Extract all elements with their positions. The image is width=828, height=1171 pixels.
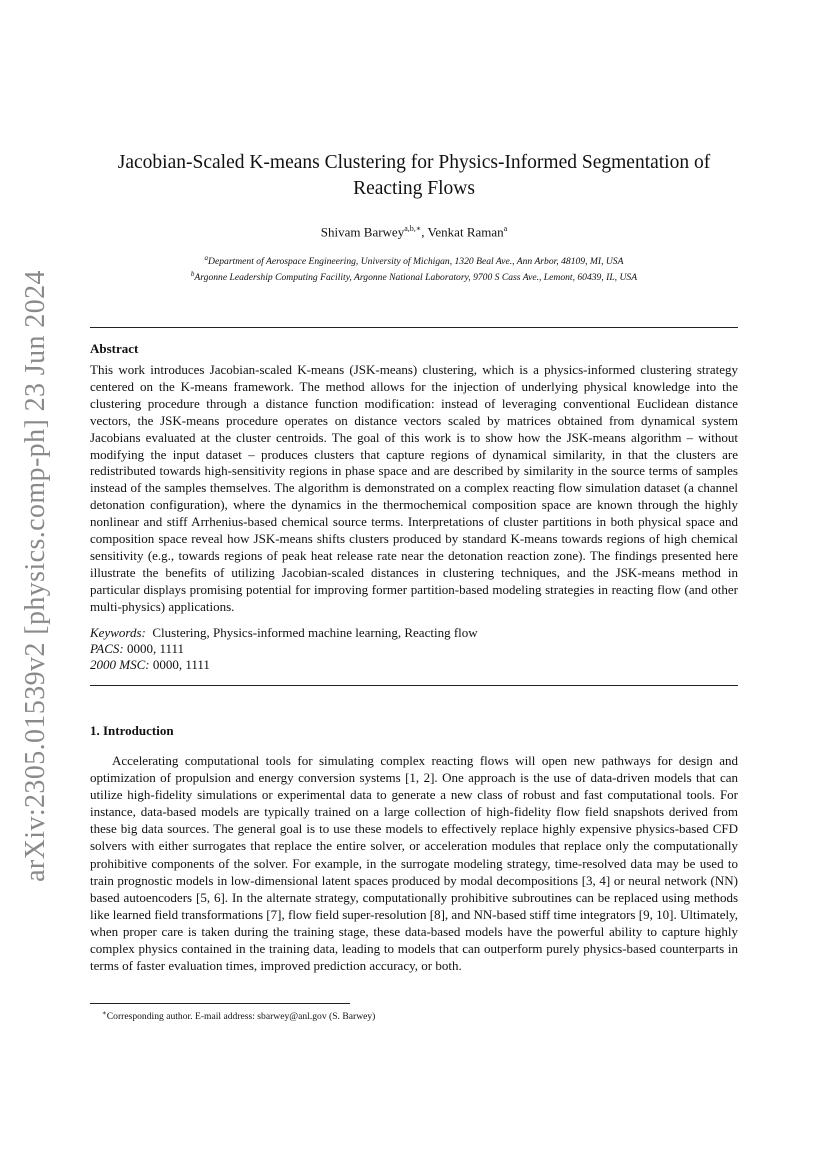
paper-title: Jacobian-Scaled K-means Clustering for Physics-Informed Segmentation of Reacting Flows [117,152,711,199]
author-separator: , [421,224,428,240]
affiliation-text: Argonne Leadership Computing Facility, Argonne National Laboratory, 9700 S Cass Ave., Lemont, 60439, IL, USA [194,272,638,284]
arxiv-side-identifier [0,0,70,1171]
abstract-bottom-rule [90,685,738,686]
arxiv-identifier-text: arXiv:2305.01539v2 [physics.comp-ph] 23 Jun 2024 [20,270,51,882]
footnote-mark: ∗ [102,1009,107,1017]
author-affiliation-marks: a,b,∗ [404,224,422,233]
footnote-text: Corresponding author. E-mail address: sbarwey@anl.gov (S. Barwey) [106,1011,376,1023]
pacs-line [90,641,738,657]
abstract-top-rule [90,327,738,328]
footnote [90,1007,750,1023]
msc-label: 2000 MSC: [90,657,150,672]
author-name: Shivam Barwey [320,224,405,240]
msc-value: 0000, 1111 [152,657,210,672]
affiliations [90,252,738,284]
abstract-heading: Abstract [90,341,139,356]
affiliation-line [90,252,738,268]
msc-line [90,657,738,673]
affiliation-line [90,268,738,284]
pacs-label: PACS: [90,641,124,656]
author-affiliation-marks: a [503,224,508,233]
affiliation-mark: b [190,270,195,279]
pacs-value: 0000, 1111 [126,641,185,656]
author-list [90,221,738,240]
author-name: Venkat Raman [427,224,504,240]
keywords-value: Clustering, Physics-informed machine learning, Reacting flow [152,625,478,640]
abstract-text: This work introduces Jacobian-scaled K-means (JSK-means) clustering, which is a physics-informed clustering strategy centered on the K-means framework. The method allows for the injection of underlying physical knowledge into the clustering procedure through a distance function modification: instead of leveraging conventional Euclidean distance vectors, the JSK-means procedure operates on distance vectors scaled by matrices obtained from dynamical system Jacobians evaluated at the cluster centroids. The goal of this work is to show how the JSK-means algorithm – without modifying the input dataset – produces clusters that capture regions of dynamical similarity, in that the clusters are redistributed towards high-sensitivity regions in phase space and are described by similarity in the source terms of samples instead of the samples themselves. The algorithm is demonstrated on a complex reacting flow simulation dataset (a channel detonation configuration), where the dynamics in the thermochemical composition space are known through the highly nonlinear and stiff Arrhenius-based chemical source terms. Interpretations of cluster partitions in both physical space and composition space reveal how JSK-means shifts clusters produced by standard K-means towards regions of high chemical sensitivity (e.g., towards regions of peak heat release rate near the detonation reaction zone). The findings presented here illustrate the benefits of utilizing Jacobian-scaled distances in clustering techniques, and the JSK-means method in particular displays promising potential for improving former partition-based modeling strategies in reacting flow (and other multi-physics) applications. [90,362,738,614]
affiliation-mark: a [204,254,209,262]
keywords-line [90,625,738,641]
footnote-rule [90,1003,350,1004]
introduction-text: Accelerating computational tools for simulating complex reacting flows will open new pathways for design and optimization of propulsion and energy conversion systems [1, 2]. One approach is the use of data-driven models that can utilize high-fidelity simulations or experimental data to generate a new class of robust and fast computational tools. For instance, data-based models are typically trained on a large collection of high-fidelity flow field snapshots derived from these big data sources. The general goal is to use these models to effectively replace highly expensive physics-based CFD solvers with either surrogates that replace the entire solver, or acceleration modules that replace only the computationally prohibitive components of the solver. For example, in the surrogate modeling strategy, time-resolved data may be used to train prognostic models in low-dimensional latent spaces produced by modal decompositions [3, 4] or neural network (NN) based autoencoders [5, 6]. In the alternate strategy, computationally prohibitive subroutines can be replaced using methods like learned field transformations [7], flow field super-resolution [8], and NN-based stiff time integrators [9, 10]. Ultimately, when proper care is taken during the training stage, these data-based models have the powerful ability to capture highly complex physics contained in the training data, leading to models that can outperform purely physics-based counterparts in terms of faster evaluation times, improved prediction accuracy, or both. [90,753,738,974]
affiliation-text: Department of Aerospace Engineering, University of Michigan, 1320 Beal Ave., Ann Arbor, 48109, MI, USA [208,256,624,268]
introduction-heading: 1. Introduction [90,723,174,738]
keywords-label: Keywords: [90,625,146,640]
